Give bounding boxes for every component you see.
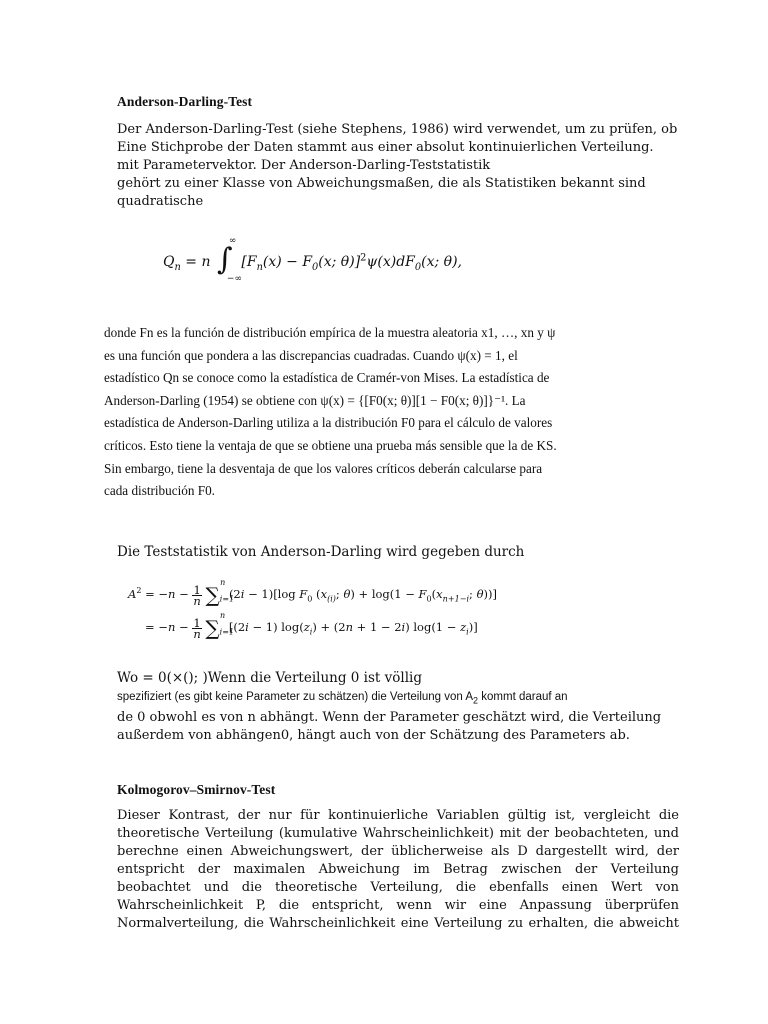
paragraph-wo bbox=[117, 668, 677, 745]
text-line: Dieser Kontrast, der nur für kontinuierliche Variablen gültig ist, vergleicht die bbox=[117, 808, 679, 823]
text-line: estadístico Qn se conoce como la estadística de Cramér-von Mises. La estadística de bbox=[104, 370, 550, 386]
formula-a2-line1: $A^2 = -n - \frac{1}{n} \sum_{i=1}^n$ (2i − 1)[log $F_0$ ($x_{(i)}$; $\theta) + \log(1 - F_0(x_{n+1-i}$; θ))] bbox=[128, 578, 497, 608]
text-line: gehört zu einer Klasse von Abweichungsmaßen, die als Statistiken bekannt sind bbox=[117, 176, 646, 191]
formula-a2-line2: = $-n - \frac{1}{n} \sum_{i=1}^n$ [(2i − 1) $\log(z_i) + (2n + 1 - 2i) \log(1 - z_i)$] bbox=[145, 611, 478, 641]
text-line: estadística de Anderson-Darling utiliza a la distribución F0 para el cálculo de valores bbox=[104, 415, 553, 431]
formula-qn: $Q_n = n$ ∫ ∞ −∞ [$F_n(x) - F_0(x$; $\theta)]^2\psi(x)dF_0(x$; θ), bbox=[163, 236, 462, 284]
text-line: beobachtet und die theoretische Verteilung, die ebenfalls einen Wert von bbox=[117, 880, 679, 895]
text-line: spezifiziert (es gibt keine Parameter zu schätzen) die Verteilung von $A_2$ kommt darauf an bbox=[117, 691, 568, 706]
text-line: mit Parametervektor. Der Anderson-Darling-Teststatistik bbox=[117, 158, 491, 173]
text-line: außerdem von abhängen0, hängt auch von der Schätzung des Parameters ab. bbox=[117, 728, 630, 744]
paragraph-teststatistik-intro: Die Teststatistik von Anderson-Darling wird gegeben durch bbox=[117, 544, 525, 560]
text-line: de 0 obwohl es von n abhängt. Wenn der Parameter geschätzt wird, die Verteilung bbox=[117, 710, 662, 726]
text-line: quadratische bbox=[117, 194, 204, 209]
text-line: críticos. Esto tiene la ventaja de que se obtiene una prueba más sensible que la de KS. bbox=[104, 437, 557, 453]
text-line: theoretische Verteilung (kumulative Wahrscheinlichkeit) mit der beobachteten, und bbox=[117, 826, 679, 841]
text-line: es una función que pondera a las discrepancias cuadradas. Cuando ψ(x) = 1, el bbox=[104, 347, 518, 363]
text-line: Sin embargo, tiene la desventaja de que los valores críticos deberán calcularse para bbox=[104, 460, 543, 476]
text-line: Wahrscheinlichkeit P, die entspricht, wenn wir eine Anpassung überprüfen bbox=[117, 898, 679, 913]
section-heading-kolmogorov-smirnov: Kolmogorov–Smirnov-Test bbox=[117, 782, 276, 797]
text-line: Der Anderson-Darling-Test (siehe Stephens, 1986) wird verwendet, um zu prüfen, ob bbox=[117, 122, 678, 137]
text-line: cada distribución F0. bbox=[104, 483, 215, 499]
text-line: Wo = 0(×(); )Wenn die Verteilung 0 ist völlig bbox=[117, 670, 422, 686]
text-line: Eine Stichprobe der Daten stammt aus einer absolut kontinuierlichen Verteilung. bbox=[117, 140, 654, 155]
text-line: Normalverteilung, die Wahrscheinlichkeit eine Verteilung zu erhalten, die abweicht bbox=[117, 916, 679, 931]
text-line: Anderson-Darling (1954) se obtiene con ψ(x) = {[F0(x; θ)][1 − F0(x; θ)]}⁻¹. La bbox=[104, 392, 526, 408]
section-heading-anderson-darling: Anderson-Darling-Test bbox=[117, 94, 253, 109]
text-line: entspricht der maximalen Abweichung im Betrag zwischen der Verteilung bbox=[117, 862, 679, 877]
text-line: donde Fn es la función de distribución empírica de la muestra aleatoria x1, …, xn y ψ bbox=[104, 325, 556, 340]
text-line: berechne einen Abweichungswert, der üblicherweise als D dargestellt wird, der bbox=[117, 844, 679, 859]
paragraph-anderson-intro bbox=[117, 121, 717, 211]
paragraph-spanish bbox=[104, 322, 604, 503]
paragraph-ks bbox=[117, 807, 679, 933]
